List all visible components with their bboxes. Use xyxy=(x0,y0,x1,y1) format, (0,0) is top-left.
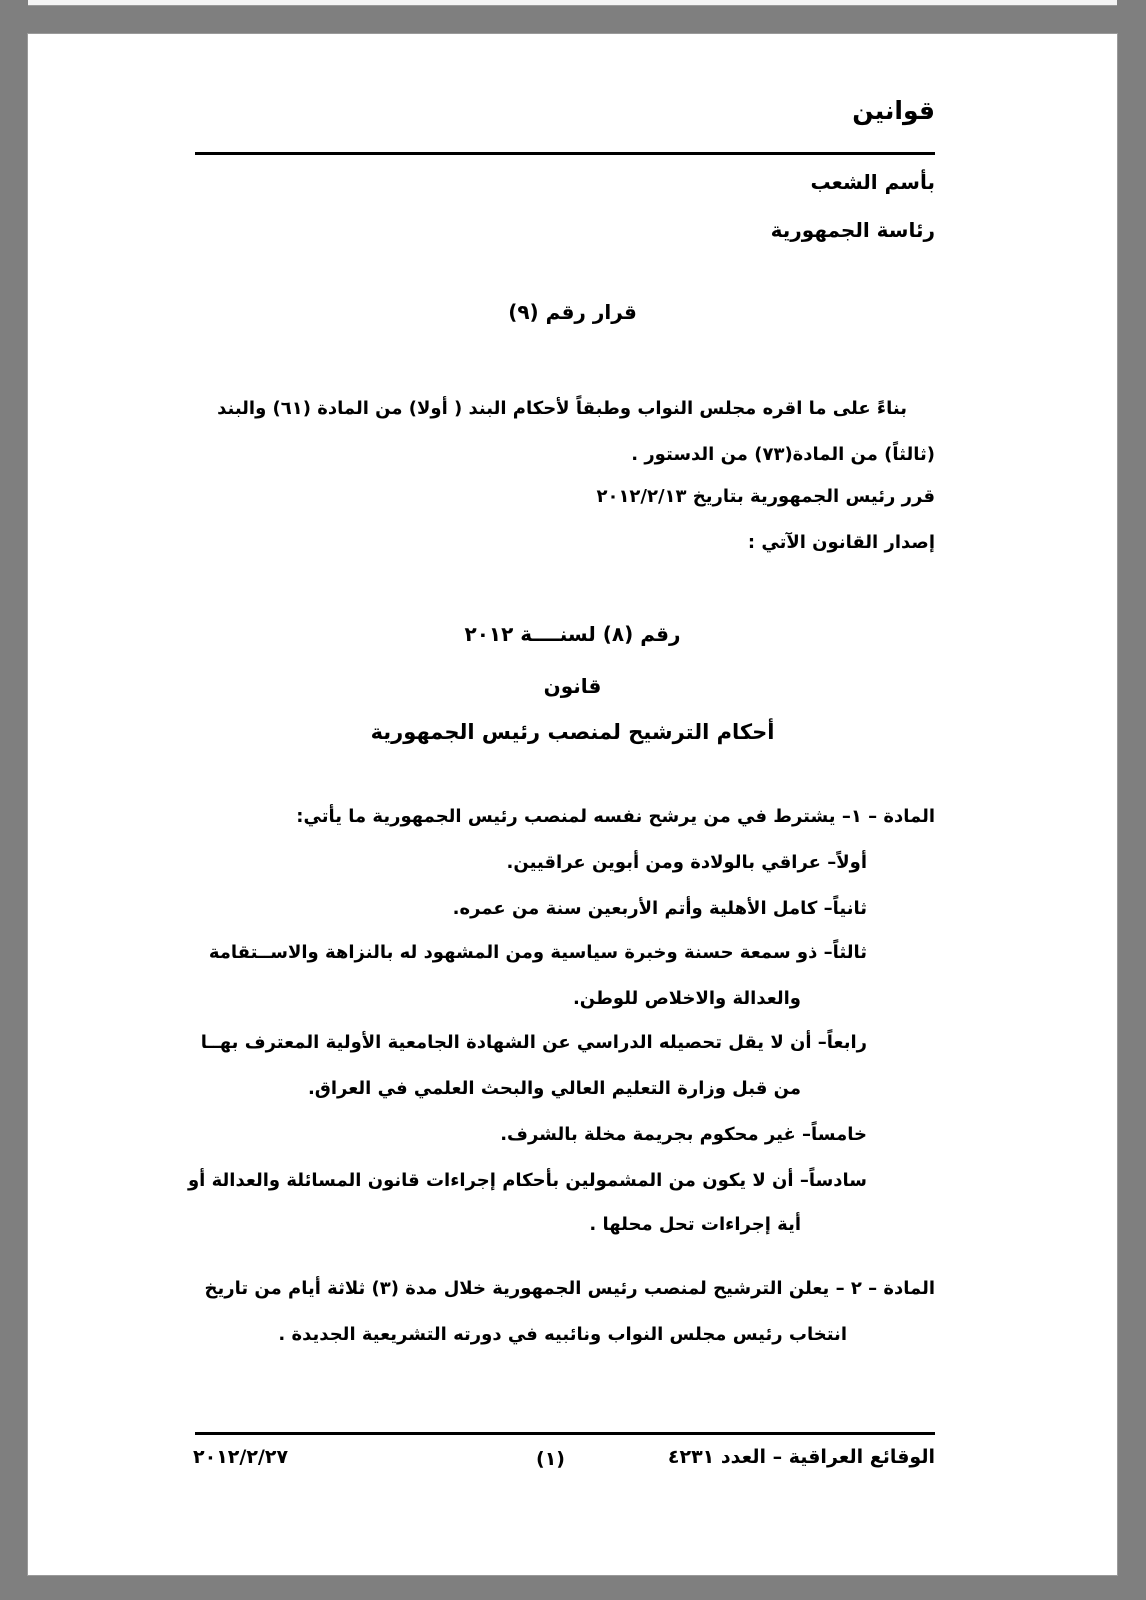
article-1-item-5: خامساً– غير محكوم بجريمة مخلة بالشرف. xyxy=(500,1124,867,1145)
article-1-item-4-line-2: من قبل وزارة التعليم العالي والبحث العلمي في العراق. xyxy=(307,1078,801,1099)
article-1-item-2: ثانياً– كامل الأهلية وأتم الأربعين سنة من عمره. xyxy=(452,898,867,919)
article-1-item-6-line-1: سادساً– أن لا يكون من المشمولين بأحكام إجراءات قانون المسائلة والعدالة أو xyxy=(187,1170,867,1191)
previous-page-edge xyxy=(28,0,1117,6)
law-number: رقم (٨) لسنــــة ٢٠١٢ xyxy=(464,622,681,646)
law-type: قانون xyxy=(543,674,602,698)
article-2-line-2: انتخاب رئيس مجلس النواب ونائبيه في دورته التشريعية الجديدة . xyxy=(278,1324,847,1345)
article-1-item-6-line-2: أية إجراءات تحل محلها . xyxy=(589,1214,801,1235)
footer-publication: الوقائع العراقية – العدد ٤٢٣١ xyxy=(667,1446,935,1468)
article-2-line-1: المادة – ٢ – يعلن الترشيح لمنصب رئيس الجمهورية خلال مدة (٣) ثلاثة أيام من تاريخ xyxy=(204,1278,935,1299)
decree-title: قرار رقم (٩) xyxy=(508,300,637,324)
article-1-item-3-line-1: ثالثاً– ذو سمعة حسنة وخبرة سياسية ومن المشهود له بالنزاهة والاســتقامة xyxy=(208,942,867,963)
preamble-line-3: قرر رئيس الجمهورية بتاريخ ٢٠١٢/٢/١٣ xyxy=(596,486,935,507)
preamble-line-4: إصدار القانون الآتي : xyxy=(747,532,935,553)
page-content xyxy=(28,34,1117,1575)
article-1-item-3-line-2: والعدالة والاخلاص للوطن. xyxy=(572,988,801,1009)
header-line-presidency: رئاسة الجمهورية xyxy=(770,218,935,242)
article-1-intro: المادة – ١– يشترط في من يرشح نفسه لمنصب رئيس الجمهورية ما يأتي: xyxy=(296,806,935,827)
preamble-line-2: (ثالثاً) من المادة(٧٣) من الدستور . xyxy=(631,444,935,465)
document-page xyxy=(28,34,1117,1575)
preamble-line-1: بناءً على ما اقره مجلس النواب وطبقاً لأحكام البند ( أولا) من المادة (٦١) والبند xyxy=(217,398,907,419)
law-name: أحكام الترشيح لمنصب رئيس الجمهورية xyxy=(370,720,775,744)
section-title: قوانين xyxy=(852,96,935,125)
article-1-item-4-line-1: رابعاً– أن لا يقل تحصيله الدراسي عن الشهادة الجامعية الأولية المعترف بهــا xyxy=(200,1032,867,1053)
article-1-item-1: أولاً– عراقي بالولادة ومن أبوين عراقيين. xyxy=(506,852,867,873)
footer-date: ٢٠١٢/٢/٢٧ xyxy=(193,1446,289,1468)
header-line-people: بأسم الشعب xyxy=(810,170,935,194)
footer-page-number: (١) xyxy=(536,1448,565,1470)
footer-rule xyxy=(195,1432,935,1435)
header-rule xyxy=(195,152,935,155)
